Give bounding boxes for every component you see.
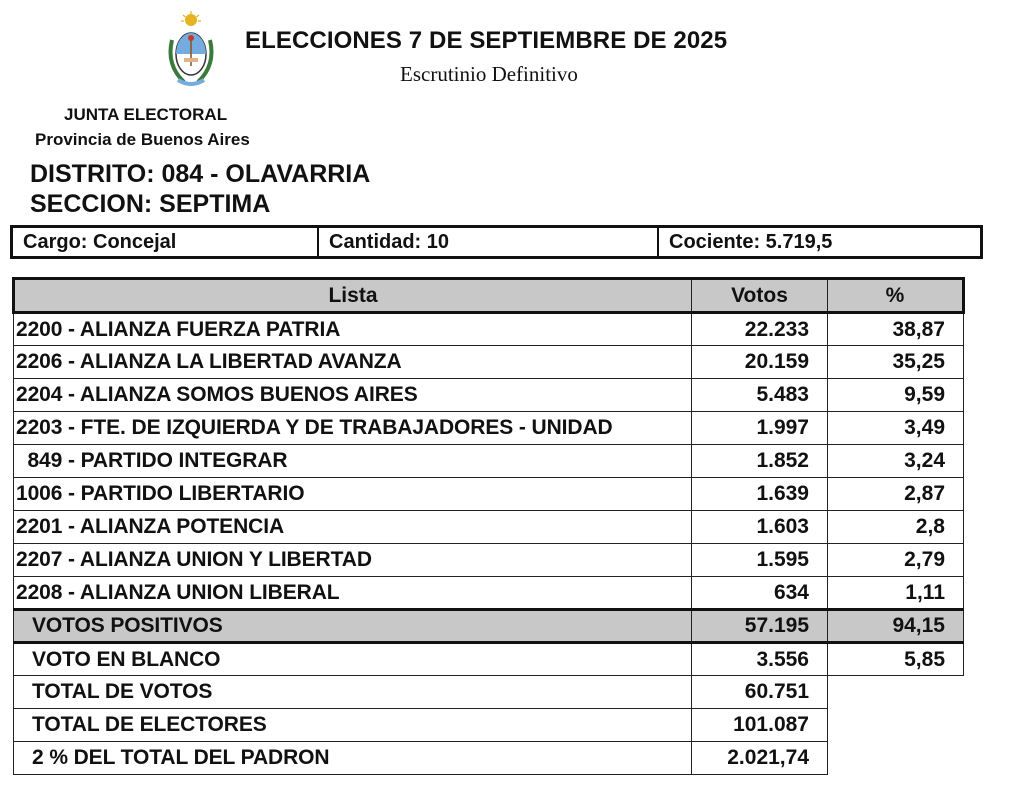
lista-votos: 20.159 <box>692 346 828 379</box>
summary-votos: 60.751 <box>692 676 828 709</box>
lista-pct: 2,87 <box>828 478 964 511</box>
lista-votos: 634 <box>692 577 828 610</box>
lista-pct: 2,79 <box>828 544 964 577</box>
lista-pct: 35,25 <box>828 346 964 379</box>
lista-name: 2207 - ALIANZA UNION Y LIBERTAD <box>14 544 692 577</box>
page-title: ELECCIONES 7 DE SEPTIEMBRE DE 2025 <box>245 27 728 54</box>
summary-label: VOTOS POSITIVOS <box>14 610 692 643</box>
lista-name: 849 - PARTIDO INTEGRAR <box>14 445 692 478</box>
lista-votos: 1.603 <box>692 511 828 544</box>
summary-label: 2 % DEL TOTAL DEL PADRON <box>14 742 692 775</box>
lista-pct: 3,24 <box>828 445 964 478</box>
lista-pct: 38,87 <box>828 313 964 346</box>
table-row <box>14 445 964 478</box>
lista-votos: 22.233 <box>692 313 828 346</box>
seccion-label: SECCION: SEPTIMA <box>30 190 271 218</box>
lista-votos: 1.852 <box>692 445 828 478</box>
lista-pct: 2,8 <box>828 511 964 544</box>
lista-votos: 1.997 <box>692 412 828 445</box>
header-lista: Lista <box>14 279 692 313</box>
table-row <box>14 379 964 412</box>
header-pct: % <box>828 279 964 313</box>
summary-label: TOTAL DE ELECTORES <box>14 709 692 742</box>
table-row <box>14 346 964 379</box>
empty-cell <box>828 709 964 742</box>
summary-label: VOTO EN BLANCO <box>14 643 692 676</box>
empty-cell <box>828 742 964 775</box>
total-de-electores-row <box>14 709 964 742</box>
total-de-votos-row <box>14 676 964 709</box>
lista-votos: 5.483 <box>692 379 828 412</box>
table-row <box>14 313 964 346</box>
distrito-label: DISTRITO: 084 - OLAVARRIA <box>30 160 371 188</box>
coat-of-arms-icon <box>162 10 220 92</box>
lista-name: 1006 - PARTIDO LIBERTARIO <box>14 478 692 511</box>
page-subtitle: Escrutinio Definitivo <box>400 62 578 86</box>
lista-pct: 3,49 <box>828 412 964 445</box>
lista-name: 2201 - ALIANZA POTENCIA <box>14 511 692 544</box>
results-table <box>12 277 965 775</box>
provincia-label: Provincia de Buenos Aires <box>35 130 250 149</box>
lista-votos: 1.595 <box>692 544 828 577</box>
header-votos: Votos <box>692 279 828 313</box>
cargo-info-box <box>10 225 983 259</box>
cociente-cell: Cociente: 5.719,5 <box>669 231 833 253</box>
table-row <box>14 478 964 511</box>
votos-positivos-row <box>14 610 964 643</box>
table-row <box>14 511 964 544</box>
summary-pct: 94,15 <box>828 610 964 643</box>
junta-electoral-label: JUNTA ELECTORAL <box>64 105 228 124</box>
table-row <box>14 412 964 445</box>
cantidad-cell: Cantidad: 10 <box>319 228 659 256</box>
empty-cell <box>828 676 964 709</box>
summary-votos: 3.556 <box>692 643 828 676</box>
summary-votos: 57.195 <box>692 610 828 643</box>
lista-name: 2206 - ALIANZA LA LIBERTAD AVANZA <box>14 346 692 379</box>
lista-pct: 9,59 <box>828 379 964 412</box>
lista-name: 2208 - ALIANZA UNION LIBERAL <box>14 577 692 610</box>
summary-pct: 5,85 <box>828 643 964 676</box>
lista-name: 2204 - ALIANZA SOMOS BUENOS AIRES <box>14 379 692 412</box>
summary-votos: 2.021,74 <box>692 742 828 775</box>
summary-label: TOTAL DE VOTOS <box>14 676 692 709</box>
summary-votos: 101.087 <box>692 709 828 742</box>
lista-pct: 1,11 <box>828 577 964 610</box>
table-header-row <box>14 279 964 313</box>
table-row <box>14 544 964 577</box>
voto-en-blanco-row <box>14 643 964 676</box>
table-row <box>14 577 964 610</box>
lista-votos: 1.639 <box>692 478 828 511</box>
lista-name: 2200 - ALIANZA FUERZA PATRIA <box>14 313 692 346</box>
lista-name: 2203 - FTE. DE IZQUIERDA Y DE TRABAJADORES - UNIDAD <box>14 412 692 445</box>
padron-row <box>14 742 964 775</box>
cargo-cell: Cargo: Concejal <box>13 228 319 256</box>
